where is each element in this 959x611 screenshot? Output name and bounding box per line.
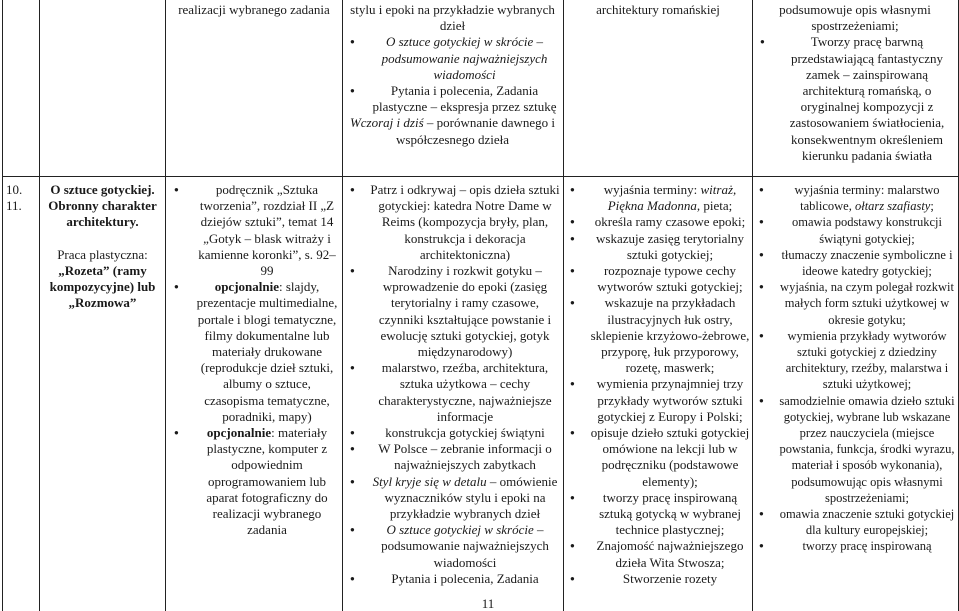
list-item — [346, 34, 559, 83]
requirement-text: tworzy pracę inspirowaną — [802, 539, 932, 554]
content-text: O sztuce gotyckiej w skrócie – podsumowanie najważniejszych wiadomości — [381, 34, 548, 82]
material-text: : materiały plastyczne, komputer z odpowiednim oprogramowaniem lub aparat fotograficzny do realizacji wybranego zadania — [206, 425, 328, 538]
requirement-text: pieta; — [700, 198, 733, 214]
list-item — [346, 522, 560, 571]
basic-cell — [566, 182, 750, 587]
lesson-title-cell — [43, 182, 162, 311]
requirement-text: wymienia przykłady wytworów sztuki gotyckiej z dziedziny architektury, rzeźby, malarstwa i sztuki użytkowej; — [785, 328, 949, 392]
table-border — [342, 0, 343, 611]
extended-list — [756, 34, 954, 164]
list-item — [170, 279, 340, 425]
content-text: Pytania i polecenia, Zadania plastyczne – ekspresja przez sztukę — [372, 83, 557, 115]
list-item — [566, 490, 750, 539]
content-line — [346, 115, 559, 147]
material-lead: opcjonalnie — [214, 279, 279, 295]
list-item — [566, 182, 750, 214]
lesson-number: 10. — [6, 182, 23, 197]
list-item — [566, 376, 750, 425]
content-text: – omówienie wyznaczników stylu i epoki na przykładzie wybranych dzieł — [384, 473, 558, 522]
content-italic-lead: Wczoraj i dziś — [349, 115, 424, 131]
requirement-text: rozpoznaje typowe cechy wytworów sztuki gotyckiej; — [597, 263, 743, 295]
extended-cell-top — [756, 2, 954, 164]
assignment-title: „Rozeta” (ramy kompozycyjne) lub „Rozmowa” — [49, 262, 156, 311]
content-list — [346, 83, 559, 115]
materials-cell-top — [170, 2, 338, 18]
content-text: Patrz i odkrywaj – opis dzieła sztuki gotyckiej: katedra Notre Dame w Reims (kompozycja bryły, plan, konstrukcja i dekoracja architektoniczna) — [370, 182, 560, 262]
list-item — [566, 425, 750, 490]
table-border — [563, 0, 564, 611]
list-item — [756, 34, 954, 164]
requirement-text: określa ramy czasowe epoki; — [594, 214, 746, 230]
list-item — [346, 571, 560, 587]
requirement-term: ołtarz szafiasty — [854, 199, 931, 214]
basic-cell-top — [567, 2, 749, 18]
list-item — [346, 360, 560, 425]
list-item — [755, 506, 955, 538]
extended-requirements-list — [755, 182, 955, 555]
lesson-title: O sztuce gotyckiej. Obronny charakter architektury. — [48, 182, 157, 230]
basic-text: architektury romańskiej — [596, 2, 720, 17]
requirement-text: podsumowuje opis własnymi spostrzeżeniami; — [779, 2, 931, 34]
list-item — [755, 247, 955, 279]
requirement-text: wskazuje zasięg terytorialny sztuki gotyckiej; — [596, 230, 744, 262]
content-list — [346, 34, 559, 83]
content-line — [346, 2, 559, 34]
table-border — [752, 0, 753, 611]
list-item — [566, 295, 750, 376]
list-item — [566, 571, 750, 587]
requirement-text: opisuje dzieło sztuki gotyckiej omówione na lekcji lub w podręczniku (podstawowe elementy); — [590, 425, 750, 489]
table-border — [2, 0, 3, 611]
requirement-text: wymienia przynajmniej trzy przykłady wytworów sztuki gotyckiej z Europy i Polski; — [596, 376, 744, 424]
content-italic-lead: Styl kryje się w detalu — [372, 473, 487, 489]
list-item — [346, 83, 559, 115]
requirement-text: omawia podstawy konstrukcji świątyni gotyckiej; — [792, 215, 942, 246]
materials-text: realizacji wybranego zadania — [178, 2, 330, 17]
requirement-text: Znajomość najważniejszego dzieła Wita Stwosza; — [596, 538, 744, 570]
list-item — [755, 538, 955, 554]
content-text: Pytania i polecenia, Zadania — [391, 570, 539, 586]
content-list — [346, 182, 560, 587]
material-lead: opcjonalnie — [206, 425, 272, 441]
assignment-label: Praca plastyczna: — [57, 246, 148, 262]
content-text: – porównanie dawnego i współczesnego dzieła — [396, 115, 556, 147]
requirement-text: wyjaśnia terminy: — [603, 182, 701, 197]
requirement-text: Stworzenie rozety — [622, 570, 718, 586]
list-item — [346, 425, 560, 441]
requirement-text: tłumaczy znaczenie symboliczne i ideowe katedry gotyckiej; — [781, 247, 953, 279]
list-item — [755, 393, 955, 506]
lesson-number: 11. — [6, 198, 22, 214]
extended-cell — [755, 182, 955, 555]
requirement-text: wyjaśnia, na czym polegał rozkwit małych form sztuki użytkowej w okresie gotyku; — [780, 280, 954, 327]
content-cell-top — [346, 2, 559, 148]
materials-list — [170, 182, 340, 538]
list-item — [755, 182, 955, 214]
lesson-numbers — [6, 182, 36, 214]
list-item — [566, 263, 750, 295]
requirement-text: tworzy pracę inspirowaną sztuką gotycką w wybranej technice plastycznej; — [599, 489, 741, 538]
table-border — [39, 0, 40, 611]
list-item — [346, 182, 560, 263]
list-item — [566, 231, 750, 263]
table-border — [165, 0, 166, 611]
material-text: podręcznik „Sztuka tworzenia”, rozdział II „Z dziejów sztuki”, temat 14 „Gotyk – blask witraży i kamienne koronki”, s. 92–99 — [198, 182, 336, 279]
content-text: W Polsce – zebranie informacji o najważniejszych zabytkach — [378, 441, 552, 473]
requirement-text: omawia znaczenie sztuki gotyckiej dla kultury europejskiej; — [779, 507, 955, 538]
list-item — [346, 441, 560, 473]
content-cell — [346, 182, 560, 587]
requirement-text: samodzielnie omawia dzieło sztuki gotyckiej, wybrane lub wskazane przez nauczyciela (miejsce powstania, funkcja, środki wyrazu, materiał i sposób wykonania), podsumowując opis własnymi spostrzeżeniami; — [779, 393, 955, 505]
requirement-text: wyjaśnia terminy: malarstwo tablicowe, — [794, 183, 940, 214]
basic-requirements-list — [566, 182, 750, 587]
page-number: 11 — [481, 596, 495, 611]
content-text: malarstwo, rzeźba, architektura, sztuka użytkowa – cechy charakterystyczne, najważniejsze informacje — [378, 360, 552, 424]
list-item — [170, 182, 340, 279]
material-text: : slajdy, prezentacje multimedialne, portale i blogi tematyczne, filmy dokumentalne lub materiały drukowane (reprodukcje dzieł sztuki, albumy o sztuce, czasopisma tematyczne, poradniki, mapy) — [196, 279, 338, 424]
list-item — [755, 214, 955, 246]
list-item — [346, 474, 560, 523]
list-item — [566, 214, 750, 230]
content-text: Narodziny i rozkwit gotyku – wprowadzenie do epoki (zasięg terytorialny i ramy czasowe, czynniki kształtujące powstanie i ewolucję sztuki gotyckiej, gotyk międzynarodowy) — [378, 263, 552, 360]
requirement-text: wskazuje na przykładach ilustracyjnych łuk ostry, sklepienie krzyżowo-żebrowe, przyporę, łuk przyporowy, rozetę, maswerk; — [590, 295, 750, 376]
materials-cell — [170, 182, 340, 538]
content-italic-lead: O sztuce gotyckiej w skrócie — [386, 522, 534, 538]
requirement-text: Tworzy pracę barwną przedstawiającą fantastyczny zamek – zainspirowaną architekturą romańską, o oryginalnej kompozycji z zastosowaniem światłocienia, konsekwentnym określeniem kierunku padania światła — [789, 34, 945, 163]
requirement-text: ; — [930, 199, 934, 214]
requirement-term: witraż, Piękna Madonna, — [607, 182, 737, 214]
row-divider — [2, 176, 959, 177]
list-item — [755, 328, 955, 393]
list-item — [566, 538, 750, 570]
content-text: konstrukcja gotyckiej świątyni — [385, 425, 545, 441]
list-item — [346, 263, 560, 360]
content-text: stylu i epoki na przykładzie wybranych dzieł — [350, 2, 555, 34]
list-item — [170, 425, 340, 538]
content-text: – podsumowanie najważniejszych wiadomości — [381, 522, 549, 570]
list-item — [755, 279, 955, 328]
